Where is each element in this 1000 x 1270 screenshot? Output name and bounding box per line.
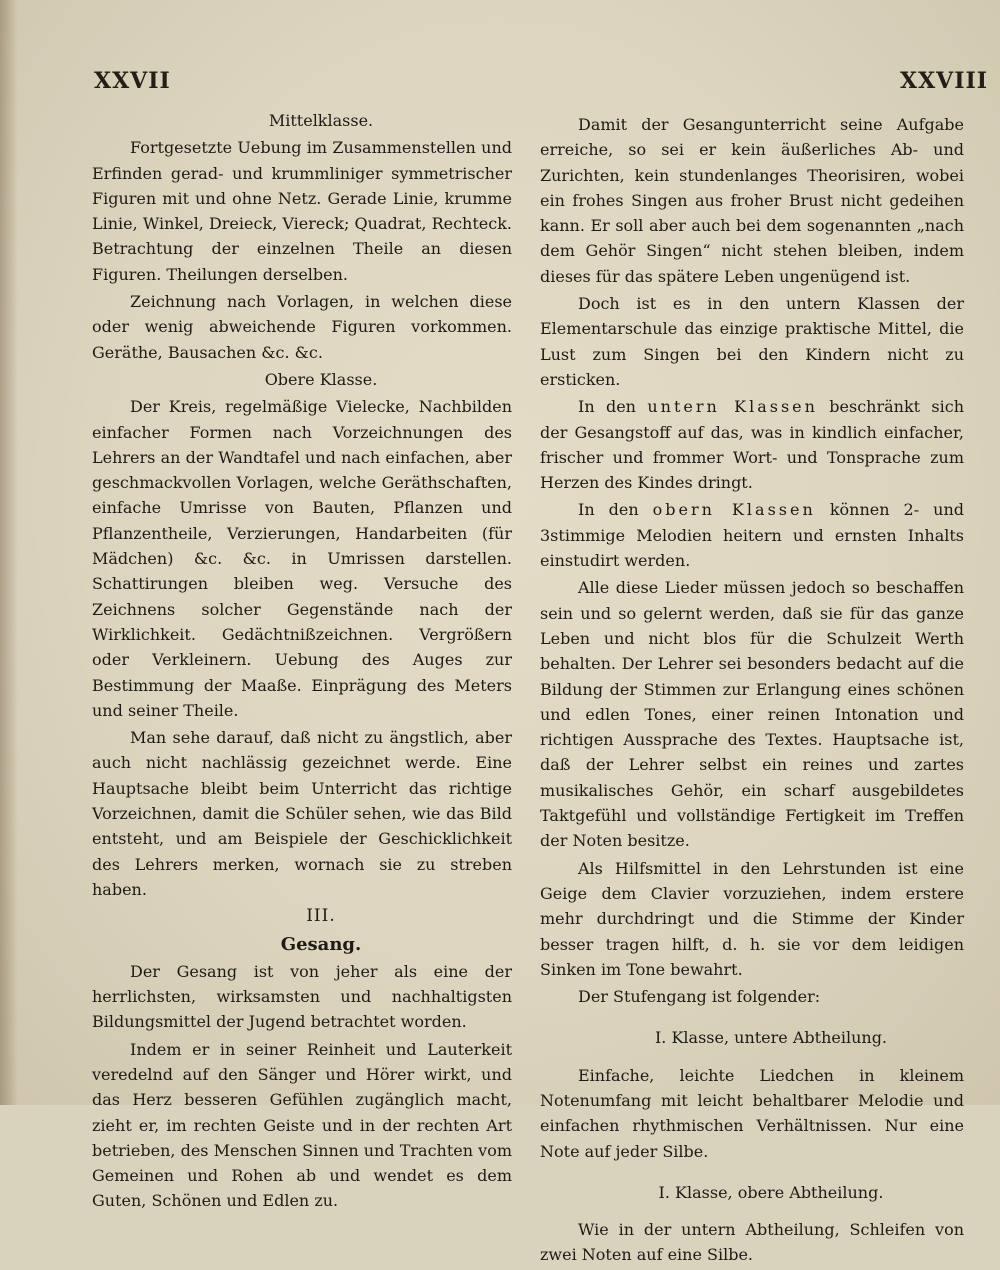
- heading-klasse-obere: I. Klasse, obere Abtheilung.: [658, 1182, 884, 1202]
- page-number-left: XXVII: [94, 68, 171, 94]
- paragraph: Alle diese Lieder müssen jedoch so beschaffen sein und so gelernt werden, daß sie für das ganze Leben und nicht blos für die Schulzeit Werth behalten. Der Lehrer sei besonders bedacht auf die Bildung der Stimmen zur Erlangung eines schönen und edlen Tones, einer reinen Intonation und richtigen Aussprache des Textes. Hauptsache ist, daß der Lehrer selbst ein reines und zartes musikalisches Gehör, ein scharf ausgebildetes Taktgefühl und vollständige Fertigkeit im Treffen der Noten besitze.: [540, 578, 964, 851]
- heading-mittelklasse: Mittelklasse.: [268, 111, 374, 130]
- spaced-emphasis: obern Klassen: [652, 500, 816, 520]
- heading-obere-klasse: Obere Klasse.: [264, 369, 378, 389]
- paragraph: Der Gesang ist von jeher als eine der herrlichsten, wirksamsten und nachhaltigsten Bildungsmittel der Jugend betrachtet worden.: [92, 961, 512, 1032]
- heading-klasse-untere: I. Klasse, untere Abtheilung.: [654, 1028, 888, 1048]
- paragraph: [540, 394, 964, 495]
- page-number-right: XXVIII: [900, 68, 989, 94]
- section-title: Gesang.: [280, 933, 362, 955]
- paragraph: Wie in der untern Abtheilung, Schleifen von zwei Noten auf eine Silbe.: [540, 1220, 964, 1265]
- paragraph: Der Kreis, regelmäßige Vielecke, Nachbilden einfacher Formen nach Vorzeichnungen des Lehrers an der Wandtafel und nach einfachen, aber geschmackvollen Vorlagen, welche Geräthschaften, einfache Umrisse von Bauten, Pflanzen und Pflanzentheile, Verzierungen, Handarbeiten (für Mädchen) &c. &c. in Umrissen darstellen. Schattirungen bleiben weg. Versuche des Zeichnens solcher Gegenstände nach der Wirklichkeit. Gedächtnißzeichnen. Vergrößern oder Verkleinern. Uebung des Auges zur Bestimmung der Maaße. Einprägung des Meters und seiner Theile.: [92, 397, 512, 720]
- left-page-column: [92, 108, 512, 1216]
- paragraph: Zeichnung nach Vorlagen, in welchen diese oder wenig abweichende Figuren vorkommen. Geräthe, Bausachen &c. &c.: [92, 292, 512, 362]
- text-run: beschränkt sich der Gesangstoff auf das, was in kindlich einfacher, frischer und frommer Wort- und Tonsprache zum Herzen des Kindes dringt.: [540, 397, 965, 493]
- text-run: In den: [578, 397, 636, 417]
- paragraph: [540, 497, 964, 573]
- section-number: III.: [306, 906, 336, 927]
- paragraph: Der Stufengang ist folgender:: [578, 987, 821, 1007]
- paragraph: Doch ist es in den untern Klassen der Elementarschule das einzige praktische Mittel, die Lust zum Singen bei den Kindern nicht zu ersticken.: [540, 294, 964, 389]
- paragraph: Damit der Gesangunterricht seine Aufgabe erreiche, so sei er kein äußerliches Ab- und Zurichten, kein stundenlanges Theorisiren, wobei ein frohes Singen aus froher Brust nicht gedeihen kann. Er soll aber auch bei dem sogenannten „nach dem Gehör Singen“ nicht stehen bleiben, indem dieses für das spätere Leben ungenügend ist.: [540, 115, 964, 286]
- paragraph: Fortgesetzte Uebung im Zusammenstellen und Erfinden gerad- und krummliniger symmetrischer Figuren mit und ohne Netz. Gerade Linie, krumme Linie, Winkel, Dreieck, Viereck; Quadrat, Rechteck. Betrachtung der einzelnen Theile an diesen Figuren. Theilungen derselben.: [92, 138, 512, 284]
- spaced-emphasis: untern Klassen: [647, 397, 818, 417]
- paragraph: Man sehe darauf, daß nicht zu ängstlich, aber auch nicht nachlässig gezeichnet werde. Eine Hauptsache bleibt beim Unterricht das richtige Vorzeichnen, damit die Schüler sehen, wie das Bild entsteht, und am Beispiele der Geschicklichkeit des Lehrers merken, wornach sie zu streben haben.: [92, 728, 512, 899]
- text-run: können 2- und 3stimmige Melodien heitern und ernsten Inhalts einstudirt werden.: [540, 500, 964, 571]
- paragraph: Indem er in seiner Reinheit und Lauterkeit veredelnd auf den Sänger und Hörer wirkt, und das Herz besseren Gefühlen zugänglich macht, zieht er, im rechten Geiste und in der rechten Art betrieben, des Menschen Sinnen und Trachten vom Gemeinen und Rohen ab und wendet es dem Guten, Schönen und Edlen zu.: [92, 1039, 512, 1211]
- paragraph: Einfache, leichte Liedchen in kleinem Notenumfang mit leicht behaltbarer Melodie und einfachen rhythmischen Verhältnissen. Nur eine Note auf jeder Silbe.: [540, 1065, 964, 1161]
- paragraph: Als Hilfsmittel in den Lehrstunden ist eine Geige dem Clavier vorzuziehen, indem erstere mehr durchdringt und die Stimme der Kinder besser tragen hilft, d. h. sie vor dem leidigen Sinken im Tone bewahrt.: [540, 858, 964, 979]
- right-page-column: [540, 112, 964, 1270]
- text-run: In den: [578, 500, 639, 520]
